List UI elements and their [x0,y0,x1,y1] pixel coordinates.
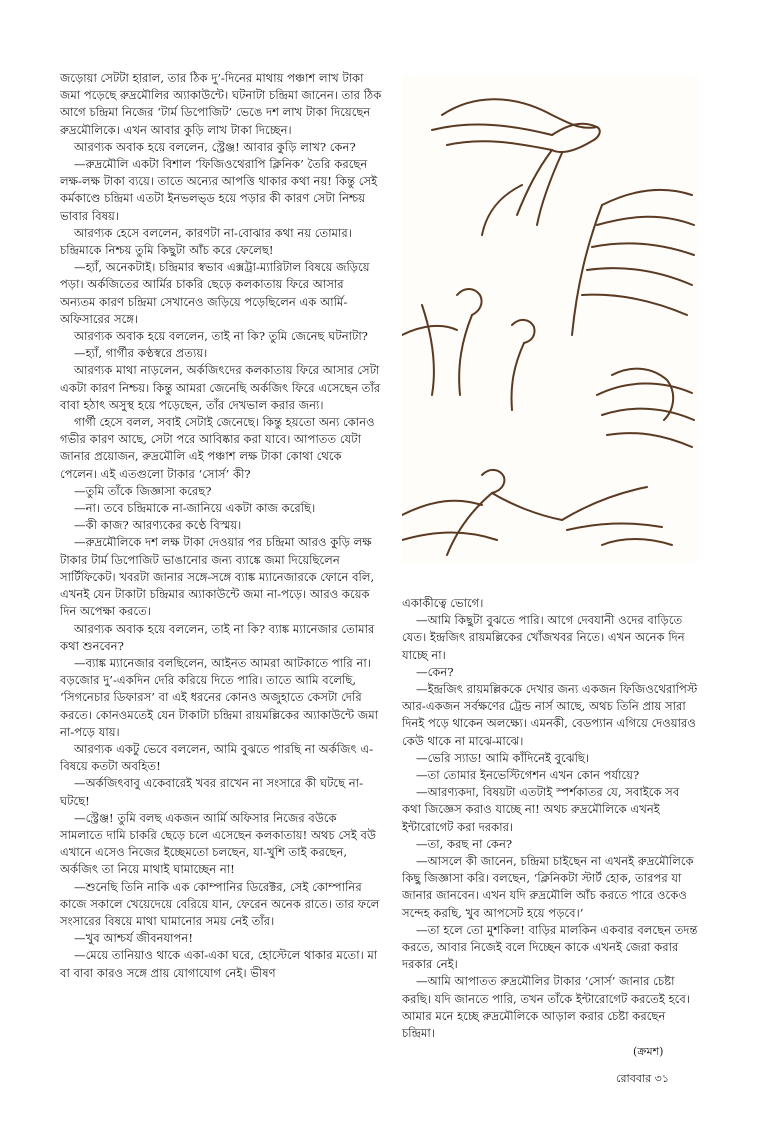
paragraph: —মেয়ে তানিয়াও থাকে একা-একা ঘরে, হোস্টেলে থাকার মতো। মা বা বাবা কারও সঙ্গে প্রায় যোগাযোগ নেই। ভীষণ [60,948,378,980]
paragraph: —আসলে কী জানেন, চন্দ্রিমা চাইছেন না এখনই রুদ্রমৌলিকে কিছু জিজ্ঞাসা করি। বলছেন, ‘ক্লিনিকটা স্টার্ট হোক, তারপর যা জানার জানবেন। এখন যদি রুদ্রমৌলি আঁচ করতে পারে ওকেও সন্দেহ করছি, খুব আপসেট হয়ে পড়বে।’ [402,854,694,920]
paragraph: —রুদ্রমৌলি একটা বিশাল ‘ফিজিওথেরাপি ক্লিনিক’ তৈরি করছেন লক্ষ-লক্ষ টাকা ব্যয়ে। তাতে অন্যের আপত্তি থাকার কথা নয়! কিন্তু সেই কর্মকাণ্ডে চন্দ্রিমা এতটা ইনভলভ্‌ড হয়ে পড়ার কী কারণ সেটা নিশ্চয় ভাবার বিষয়। [60,157,378,223]
paragraph: আরণ্যক অবাক হয়ে বললেন, তাই না কি? তুমি জেনেছ ঘটনাটা? [74,329,368,344]
paragraph: —আরণ্যকদা, বিষয়টা এতটাই স্পর্শকাতর যে, সবাইকে সব কথা জিজ্ঞেস করাও যাচ্ছে না! অথচ রুদ্রমৌলিকে এখনই ইন্টারোগেট করা দরকার। [402,785,680,834]
paragraph: —হ্যাঁ, অনেকটাই। চন্দ্রিমার স্বভাব এক্সট্রা-ম্যারিটাল বিষয়ে জড়িয়ে পড়া। অর্কজিতের আর্মির চাকরি ছেড়ে কলকাতায় ফিরে আসার অন্যতম কারণ চন্দ্রিমা সেখানেও জড়িয়ে পড়েছিলেন এক আর্মি-অফিসারের সঙ্গে। [60,260,370,326]
paragraph: —স্ট্রেঞ্জ! তুমি বলছ একজন আর্মি অফিসার নিজের বউকে সামলাতে দামি চাকরি ছেড়ে চলে এসেছেন কলকাতায়! অথচ সেই বউ এখানে এসেও নিজের ইচ্ছেমতো চলছেন, যা-খুশি তাই করছেন, অর্কজিৎ তা নিয়ে মাথাই ঘামাচ্ছেন না! [60,810,377,877]
paragraph: আরণ্যক অবাক হয়ে বললেন, স্ট্রেঞ্জ! আবার কুড়ি লাখ? কেন? [74,139,356,154]
paragraph: আরণ্যক একটু ভেবে বললেন, আমি বুঝতে পারছি না অর্কজিৎ এ-বিষয়ে কতটা অবহিত! [60,741,374,774]
bird-sketch-svg [402,75,698,563]
paragraph: —রুদ্রমৌলিকে দশ লক্ষ টাকা দেওয়ার পর চন্দ্রিমা আরও কুড়ি লক্ষ টাকার টার্ম ডিপোজিট ভাঙানোর জন্য ব্যাঙ্কে জমা দিয়েছিলেন সার্টিফিকেট। খবরটা জানার সঙ্গে-সঙ্গে ব্যাঙ্ক ম্যানেজারকে ফোনে বলি, এখনই যেন টাকাটা চন্দ্রিমার অ্যাকাউন্টে জমা না-পড়ে। আরও কয়েক দিন অপেক্ষা করতে। [60,535,375,619]
paragraph: —আমি আপাতত রুদ্রমৌলির টাকার ‘সোর্স’ জানার চেষ্টা করছি। যদি জানতে পারি, তখন তাঁকে ইন্টারোগেট করতেই হবে। আমার মনে হচ্ছে রুদ্রমৌলিকে আড়াল করার চেষ্টা করছেন চন্দ্রিমা। [402,974,690,1041]
paragraph: আরণ্যক অবাক হয়ে বললেন, তাই না কি? ব্যাঙ্ক ম্যানেজার তোমার কথা শুনবেন? [60,621,375,653]
paragraph: —তা হলে তো মুশকিল! বাড়ির মালকিন একবার বলছেন তদন্ত করতে, আবার নিজেই বলে দিচ্ছেন কাকে এখনই জেরা করার দরকার নেই। [402,922,698,972]
paragraph: —আমি কিছুটা বুঝতে পারি। আগে দেবযানী ওদের বাড়িতে যেত। ইন্দ্রজিৎ রায়মল্লিকের খোঁজখবর নিতে। এখন অনেক দিন যাচ্ছে না। [402,613,685,662]
paragraph: —খুব আশ্চর্য জীবনযাপন! [74,931,193,946]
paragraph: —কেন? [416,664,454,679]
right-column-text [402,595,698,1042]
bird-illustration [402,75,698,563]
paragraph: —ইন্দ্রজিৎ রায়মল্লিককে দেখার জন্য একজন ফিজিওথেরাপিস্ট আর-একজন সর্বক্ষণের ট্রেন্ড নার্স আছে, অথচ তিনি প্রায় সারা দিনই পড়ে থাকেন অলক্ষ্যে। এমনকী, বেডপ্যান এগিয়ে দেওয়ারও কেউ থাকে না মাঝে-মাঝে। [402,682,698,748]
paragraph: —তা তোমার ইনভেস্টিগেশন এখন কোন পর্যায়ে? [416,768,640,783]
page-footer: রোববার ৩১ [616,1072,669,1085]
continued-label: (ক্রমশ) [633,1045,664,1058]
paragraph: —ব্যাঙ্ক ম্যানেজার বলছিলেন, আইনত আমরা আটকাতে পারি না। বড়জোর দু’-একদিন দেরি করিয়ে দিতে পারি। তাতে আমি বলেছি, ‘সিগনেচার ডিফারস’ বা এই ধরনের কোনও অজুহাতে কেসটা দেরি করতে। কোনওমতেই যেন টাকাটা চন্দ্রিমা রায়মল্লিকের অ্যাকাউন্টে জমা না-পড়ে যায়। [60,655,379,739]
paragraph: —না। তবে চন্দ্রিমাকে না-জানিয়ে একটা কাজ করেছি। [74,501,316,516]
left-column-text [60,70,382,982]
paragraph: —হ্যাঁ, গার্গীর কণ্ঠস্বরে প্রত্যয়। [74,346,208,361]
paragraph: গার্গী হেসে বলল, সবাই সেটাই জেনেছে। কিন্তু হয়তো অন্য কোনও গভীর কারণ আছে, সেটা পরে আবিষ্কার করা যাবে। আপাতত যেটা জানার প্রয়োজন, রুদ্রমৌলি এই পঞ্চাশ লক্ষ টাকা কোথা থেকে পেলেন। এই এতগুলো টাকার ‘সোর্স’ কী? [60,415,375,481]
paragraph: আরণ্যক মাথা নাড়লেন, অর্কজিৎদের কলকাতায় ফিরে আসার সেটা একটা কারণ নিশ্চয়। কিন্তু আমরা জেনেছি অর্কজিৎ ফিরে এসেছেন তাঁর বাবা হঠাৎ অসুস্থ হয়ে পড়েছেন, তাঁর দেখভাল করার জন্য। [60,363,381,412]
paragraph: —ভেরি স্যাড! আমি কাঁদিনেই বুঝেছি। [416,750,590,765]
paragraph: —শুনেছি তিনি নাকি এক কোম্পানির ডিরেক্টর, সেই কোম্পানির কাজে সকালে খেয়েদেয়ে বেরিয়ে যান, ফেরেন অনেক রাতে। তার ফলে সংসারের বিষয়ে মাথা ঘামানোর সময় নেই তাঁর। [60,879,380,928]
paragraph: আরণ্যক হেসে বললেন, কারণটা না-বোঝার কথা নয় তোমার। চন্দ্রিমাকে নিশ্চয় তুমি কিছুটা আঁচ করে ফেলেছ! [60,225,352,258]
paragraph: —অর্কজিৎবাবু একেবারেই খবর রাখেন না সংসারে কী ঘটছে না-ঘটছে! [60,776,364,808]
paragraph: —কী কাজ? আরণ্যকের কণ্ঠে বিস্ময়। [74,518,242,533]
paragraph: —তা, করছ না কেন? [416,836,513,851]
paragraph: —তুমি তাঁকে জিজ্ঞাসা করেছ? [74,483,212,498]
paragraph: জড়োয়া সেটটা হারাল, তার ঠিক দু’-দিনের মাথায় পঞ্চাশ লাখ টাকা জমা পড়েছে রুদ্রমৌলির অ্যাকাউন্টে। ঘটনাটা চন্দ্রিমা জানেন। তার ঠিক আগে চন্দ্রিমা নিজের ‘টার্ম ডিপোজিট’ ভেঙে দশ লাখ টাকা দিয়েছেন রুদ্রমৌলিকে। এখন আবার কুড়ি লাখ টাকা দিচ্ছেন। [60,71,382,137]
paragraph: একাকীত্বে ভোগে। [402,596,484,610]
